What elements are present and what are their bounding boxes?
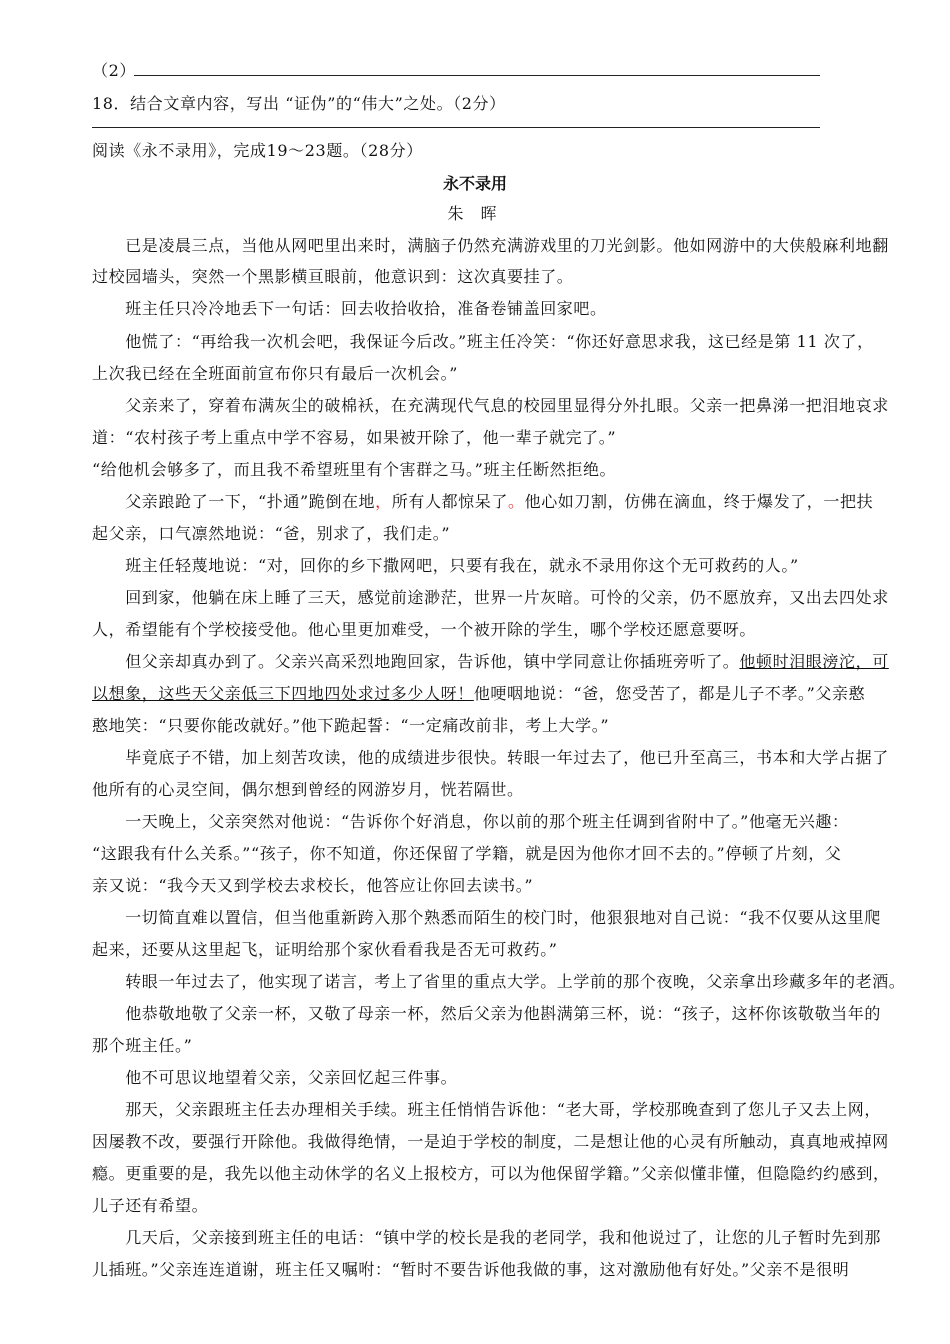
paragraph-line: 他不可思议地望着父亲，父亲回忆起三件事。: [92, 1068, 458, 1087]
paragraph-line: 起父亲，口气凛然地说：“爸，别求了，我们走。”: [92, 524, 451, 543]
paragraph-line: [92, 684, 910, 704]
paragraph-line: 儿插班。”父亲连连道谢，班主任又嘱咐：“暂时不要告诉他我做的事，这对激励他有好处。”父亲不是很明: [92, 1260, 850, 1279]
paragraph-line: 毕竟底子不错，加上刻苦攻读，他的成绩进步很快。转眼一年过去了，他已升至高三，书本和大学占据了: [92, 748, 889, 767]
paragraph-line: 那个班主任。”: [92, 1036, 193, 1055]
paragraph-line: [92, 652, 910, 672]
paragraph-line: 儿子还有希望。: [92, 1196, 209, 1215]
paragraph-line: 他慌了：“再给我一次机会吧，我保证今后改。”班主任冷笑：“你还好意思求我，这已经是第 11 次了，: [92, 332, 874, 351]
question-18: 18．结合文章内容，写出 “证伪”的“伟大”之处。（2分）: [92, 94, 506, 113]
underlined-sentence: 以想象，这些天父亲低三下四地四处求过多少人呀！: [92, 684, 474, 703]
article-author: 朱 晖: [447, 204, 503, 223]
paragraph-line: 过校园墙头，突然一个黑影横亘眼前，他意识到：这次真要挂了。: [92, 267, 574, 286]
paragraph-line: 那天，父亲跟班主任去办理相关手续。班主任悄悄告诉他：“老大哥，学校那晚查到了您儿子又去上网，: [92, 1100, 881, 1119]
answer-line: [92, 127, 820, 128]
paragraph-line: 转眼一年过去了，他实现了诺言，考上了省里的重点大学。上学前的那个夜晚，父亲拿出珍藏多年的老酒。: [92, 972, 906, 991]
paragraph-line: 一天晚上，父亲突然对他说：“告诉你个好消息，你以前的那个班主任调到省附中了。”他毫无兴趣：: [92, 812, 849, 831]
text-run: 他心如刀割，仿佛在滴血，终于爆发了，一把扶: [524, 492, 874, 511]
paragraph-line: 回到家，他躺在床上睡了三天，感觉前途渺茫，世界一片灰暗。可怜的父亲，仍不愿放弃，又出去四处求: [92, 588, 889, 607]
paragraph-line: 班主任轻蔑地说：“对，回你的乡下撒网吧，只要有我在，就永不录用你这个无可救药的人。”: [92, 556, 799, 575]
text-run: ，: [375, 492, 392, 511]
paragraph-line: 憨地笑：“只要你能改就好。”他下跪起誓：“一定痛改前非，考上大学。”: [92, 716, 610, 735]
answer-line: [134, 75, 820, 76]
text-run: 父亲踉跄了一下，“扑通”跪倒在地: [92, 492, 376, 511]
text-run: 所有人都惊呆了: [391, 492, 508, 511]
paragraph-line: 他恭敬地敬了父亲一杯，又敬了母亲一杯，然后父亲为他斟满第三杯，说：“孩子，这杯你该敬敬当年的: [92, 1004, 881, 1023]
text-run: 他哽咽地说：“爸，您受苦了，都是儿子不孝。”父亲憨: [473, 684, 866, 703]
paragraph-line: 一切简直难以置信，但当他重新跨入那个熟悉而陌生的校门时，他狠狠地对自己说：“我不仅要从这里爬: [92, 908, 881, 927]
paragraph-line: 起来，还要从这里起飞，证明给那个家伙看看我是否无可救药。”: [92, 940, 558, 959]
paragraph-line: 道：“农村孩子考上重点中学不容易，如果被开除了，他一辈子就完了。”: [92, 428, 617, 447]
question-17-item-2: [92, 61, 910, 81]
text-run: 。: [507, 492, 525, 511]
paragraph-line: 几天后，父亲接到班主任的电话：“镇中学的校长是我的老同学，我和他说过了，让您的儿子暂时先到那: [92, 1228, 881, 1247]
paragraph-line: 人，希望能有个学校接受他。他心里更加难受，一个被开除的学生，哪个学校还愿意要呀。: [92, 620, 757, 639]
paragraph-line: 父亲来了，穿着布满灰尘的破棉袄，在充满现代气息的校园里显得分外扎眼。父亲一把鼻涕一把泪地哀求: [92, 396, 889, 415]
text-run: 但父亲却真办到了。父亲兴高采烈地跑回家，告诉他，镇中学同意让你插班旁听了。: [92, 652, 740, 671]
underlined-sentence: 他顿时泪眼滂沱，可: [739, 652, 889, 671]
article-title: 永不录用: [442, 174, 507, 193]
item-label: （2）: [92, 61, 136, 80]
paragraph-line: 已是凌晨三点，当他从网吧里出来时，满脑子仍然充满游戏里的刀光剑影。他如网游中的大侠般麻利地翻: [92, 236, 889, 255]
paragraph-line: 瘾。更重要的是，我先以他主动休学的名义上报校方，可以为他保留学籍。”父亲似懂非懂，但隐隐约约感到，: [92, 1164, 890, 1183]
paragraph-line: 因屡教不改，要强行开除他。我做得绝情，一是迫于学校的制度，二是想让他的心灵有所触动，真真地戒掉网: [92, 1132, 889, 1151]
paragraph-line: 亲又说：“我今天又到学校去求校长，他答应让你回去读书。”: [92, 876, 534, 895]
paragraph-line: 他所有的心灵空间，偶尔想到曾经的网游岁月，恍若隔世。: [92, 780, 524, 799]
reading-instruction: 阅读《永不录用》，完成19～23题。（28分）: [92, 141, 423, 160]
paragraph-line: “这跟我有什么关系。”“孩子，你不知道，你还保留了学籍，就是因为他你才回不去的。”停顿了片刻，父: [92, 844, 842, 863]
paragraph-line: 班主任只冷冷地丢下一句话：回去收拾收拾，准备卷铺盖回家吧。: [92, 299, 607, 318]
paragraph-line: “给他机会够多了，而且我不希望班里有个害群之马。”班主任断然拒绝。: [92, 460, 617, 479]
paragraph-line: 上次我已经在全班面前宣布你只有最后一次机会。”: [92, 364, 458, 383]
paragraph-line: [92, 492, 910, 512]
